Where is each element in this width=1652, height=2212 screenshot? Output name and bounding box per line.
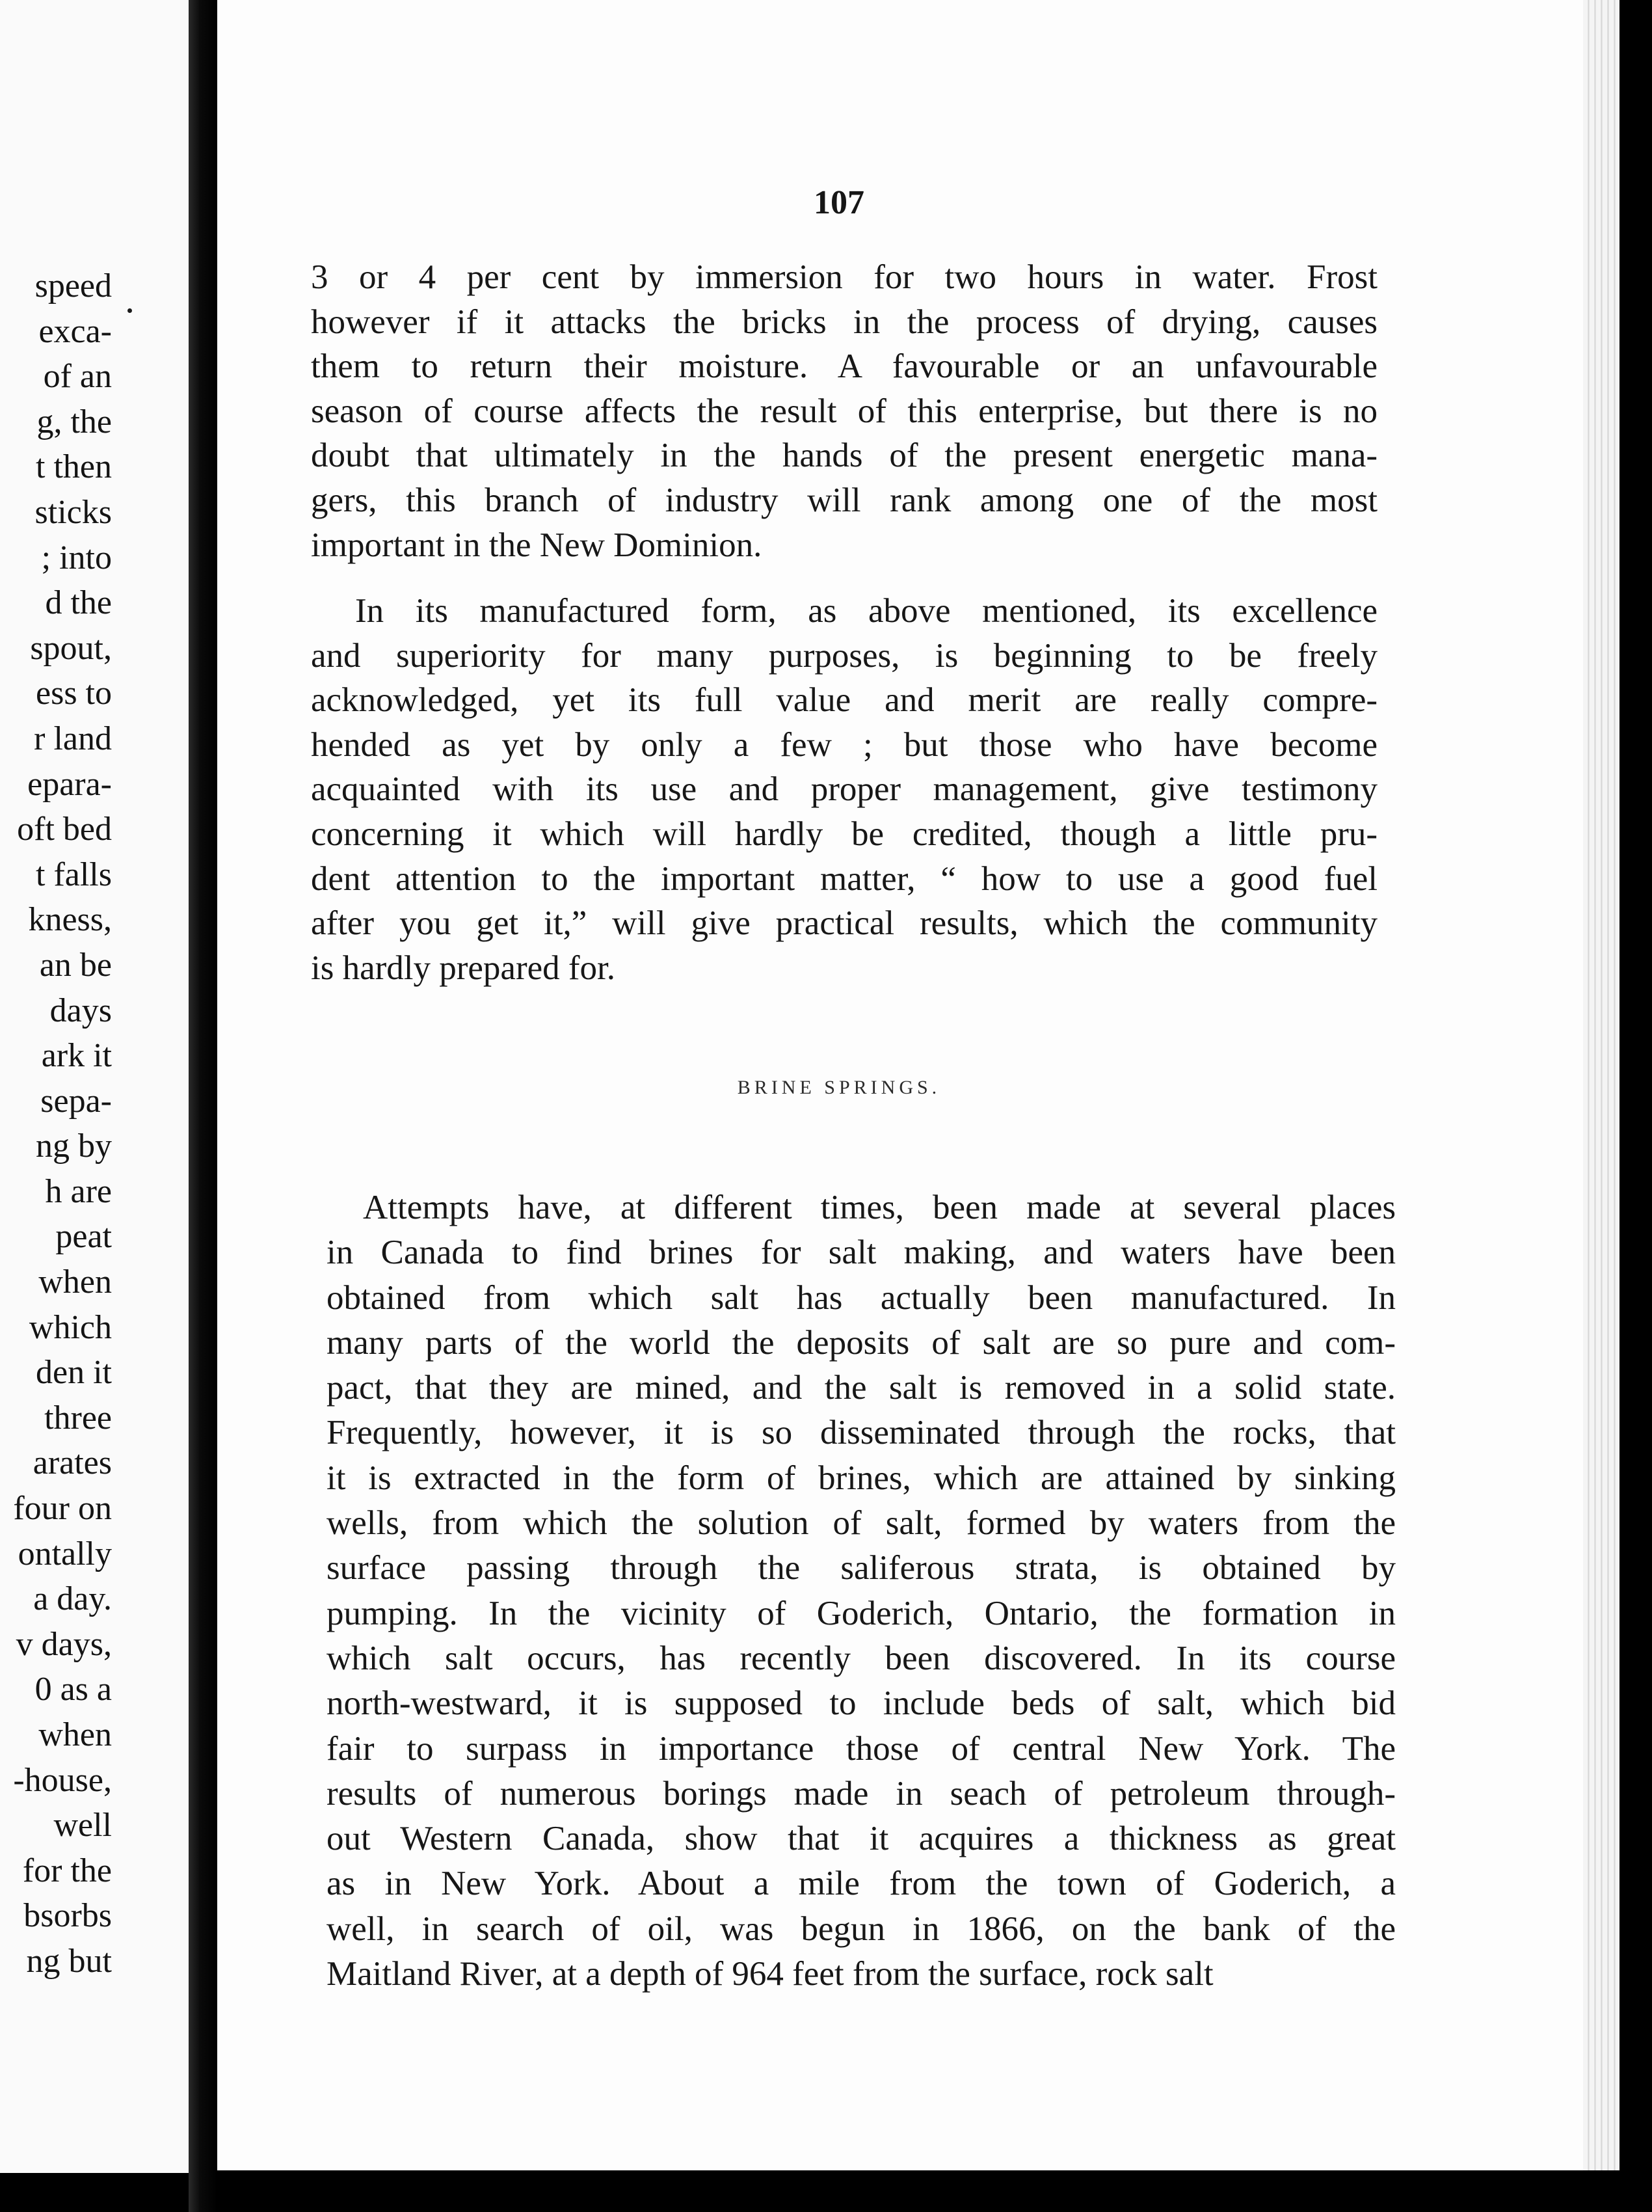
text-line: important in the New Dominion.	[311, 526, 762, 564]
facing-page-line: den it	[36, 1354, 112, 1392]
facing-page-line: ess to	[36, 675, 112, 712]
facing-page-line: for the	[22, 1852, 112, 1889]
text-line: wells, from which the solution of salt, formed by waters from the	[326, 1504, 1396, 1543]
facing-page-line: r land	[34, 720, 112, 757]
text-line: fair to surpass in importance those of central New York. The	[326, 1729, 1396, 1768]
text-line: after you get it,” will give practical results, which the community	[311, 904, 1378, 943]
facing-page-line: ng but	[26, 1942, 112, 1980]
section-heading: BRINE SPRINGS.	[737, 1077, 941, 1098]
paragraph-brine-springs	[326, 1185, 1396, 1997]
facing-page-line: ontally	[18, 1535, 112, 1572]
text-line: surface passing through the saliferous strata, is obtained by	[326, 1549, 1396, 1587]
text-line: In its manufactured form, as above mentioned, its excellence	[355, 592, 1378, 630]
facing-page-line: v days,	[16, 1625, 112, 1663]
facing-page-line: -house,	[13, 1761, 112, 1799]
text-line: north-westward, it is supposed to include beds of salt, which bid	[326, 1684, 1396, 1723]
text-line: gers, this branch of industry will rank among one of the most	[311, 481, 1378, 519]
book-gutter	[189, 0, 217, 2212]
facing-page-line: h are	[45, 1172, 112, 1210]
text-line: is hardly prepared for.	[311, 949, 615, 987]
page-number: 107	[814, 184, 864, 221]
facing-page-line: peat	[55, 1218, 112, 1256]
text-line: and superiority for many purposes, is beginning to be freely	[311, 636, 1378, 675]
facing-page-line: ng by	[36, 1127, 112, 1165]
facing-page-line: an be	[39, 946, 112, 984]
facing-page-line: well	[53, 1807, 112, 1844]
text-line: season of course affects the result of this enterprise, but there is no	[311, 392, 1378, 430]
facing-page-line: spout,	[30, 629, 112, 667]
text-line: it is extracted in the form of brines, which are attained by sinking	[326, 1459, 1396, 1497]
page-edges	[1583, 0, 1619, 2170]
text-line: many parts of the world the deposits of salt are so pure and com-	[326, 1323, 1396, 1362]
text-line: results of numerous borings made in seach of petroleum through-	[326, 1774, 1396, 1813]
facing-page-line: t falls	[36, 856, 112, 893]
facing-page-line: d the	[45, 584, 112, 622]
facing-page-line: sticks	[34, 493, 112, 531]
facing-page-line: ; into	[41, 539, 112, 576]
facing-page-line: bsorbs	[23, 1897, 112, 1935]
scan-border-bottom	[217, 2170, 1622, 2212]
facing-page-line: three	[44, 1399, 112, 1436]
text-line: in Canada to find brines for salt making, and waters have been	[326, 1234, 1396, 1272]
facing-page-line: arates	[33, 1444, 112, 1482]
facing-page-line: t then	[36, 448, 112, 486]
facing-page-fragment	[0, 0, 189, 2173]
facing-page-line: exca-	[38, 312, 112, 350]
paragraph-manufactured-form	[311, 589, 1378, 990]
facing-page-line: g, the	[36, 403, 112, 440]
facing-page-line: oft bed	[17, 811, 112, 848]
text-line: pact, that they are mined, and the salt is removed in a solid state.	[326, 1369, 1396, 1407]
text-line: pumping. In the vicinity of Goderich, Ontario, the formation in	[326, 1594, 1396, 1632]
text-line: dent attention to the important matter, “ how to use a good fuel	[311, 859, 1378, 898]
text-line: out Western Canada, show that it acquires a thickness as great	[326, 1820, 1396, 1858]
facing-page-line: kness,	[28, 901, 112, 939]
facing-page-line: 0 as a	[34, 1671, 112, 1708]
facing-page-line: speed	[34, 267, 112, 304]
text-line: acquainted with its use and proper management, give testimony	[311, 770, 1378, 809]
text-line: concerning it which will hardly be credited, though a little pru-	[311, 815, 1378, 853]
text-line: Attempts have, at different times, been made at several places	[363, 1189, 1396, 1226]
facing-page-line: a day.	[33, 1580, 112, 1618]
text-line: them to return their moisture. A favourable or an unfavourable	[311, 347, 1378, 386]
ink-speck	[127, 308, 132, 313]
text-line: acknowledged, yet its full value and merit are really compre-	[311, 681, 1378, 720]
text-line: 3 or 4 per cent by immersion for two hours in water. Frost	[311, 258, 1378, 296]
facing-page-text	[0, 263, 112, 1984]
text-line: which salt occurs, has recently been discovered. In its course	[326, 1639, 1396, 1677]
text-line: hended as yet by only a few ; but those who have become	[311, 725, 1378, 764]
facing-page-line: which	[29, 1308, 112, 1346]
paragraph-brick-moisture	[311, 255, 1378, 567]
facing-page-line: ark it	[41, 1037, 112, 1075]
text-line: Maitland River, at a depth of 964 feet from the surface, rock salt	[326, 1955, 1214, 1993]
facing-page-line: when	[38, 1263, 112, 1301]
text-line: however if it attacks the bricks in the process of drying, causes	[311, 303, 1378, 341]
text-line: Frequently, however, it is so disseminated through the rocks, that	[326, 1414, 1396, 1452]
text-line: well, in search of oil, was begun in 1866, on the bank of the	[326, 1909, 1396, 1948]
scan-border-right	[1619, 0, 1652, 2212]
facing-page-line: sepa-	[40, 1082, 112, 1120]
facing-page-line: four on	[13, 1490, 112, 1528]
facing-page-line: of an	[43, 358, 112, 396]
text-line: obtained from which salt has actually been manufactured. In	[326, 1278, 1396, 1317]
text-line: doubt that ultimately in the hands of the present energetic mana-	[311, 437, 1378, 475]
facing-page-line: when	[38, 1716, 112, 1753]
facing-page-line: epara-	[27, 765, 112, 803]
facing-page-line: days	[49, 991, 112, 1029]
text-line: as in New York. About a mile from the town of Goderich, a	[326, 1865, 1396, 1903]
